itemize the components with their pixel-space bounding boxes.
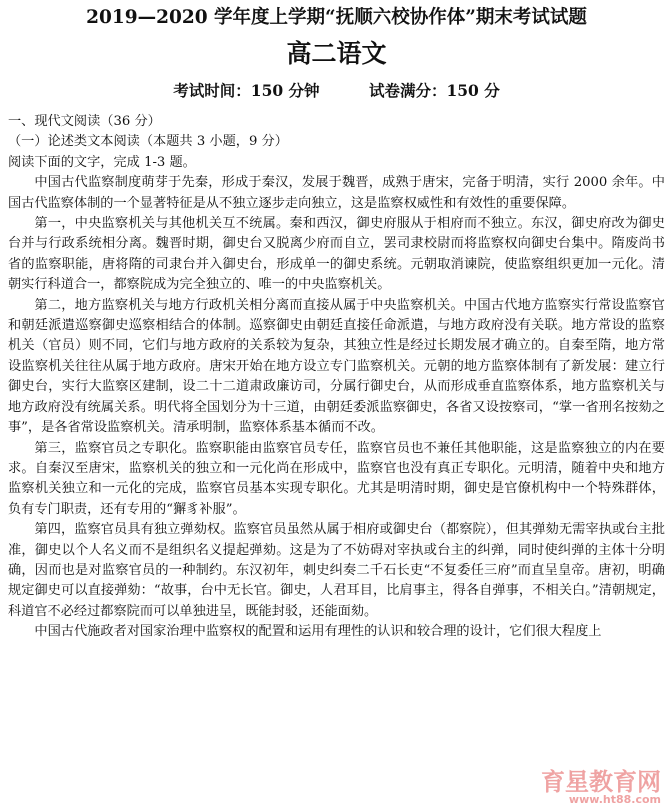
exam-title: 2019—2020 学年度上学期“抚顺六校协作体”期末考试试题 [86, 7, 587, 28]
paragraph-intro: 中国古代监察制度萌芽于先秦，形成于秦汉，发展于魏晋，成熟于唐宋，完备于明清，实行 2000 余年。中国古代监察体制的一个显著特征是从不独立逐步走向独立，这是监察权威性和有效性的重要保障。 [8, 175, 665, 211]
section-subheading: （一）论述类文本阅读（本题共 3 小题，9 分） [8, 134, 288, 150]
watermark-text: 育星教育网 [541, 768, 661, 796]
subject-title: 高二语文 [286, 39, 387, 68]
paragraph-conclusion: 中国古代施政者对国家治理中监察权的配置和运用有理性的认识和较合理的设计，它们很大程度上 [34, 624, 602, 640]
exam-meta [8, 78, 665, 104]
watermark-url: www.ht88.com [568, 793, 661, 806]
paragraph-third: 第三，监察官员之专职化。监察职能由监察官员专任，监察官员也不兼任其他职能，这是监察独立的内在要求。自秦汉至唐宋，监察机关的独立和一元化尚在形成中，监察官也没有真正专职化。元明清，随着中央和地方监察机关独立和一元化的完成，监察官员基本实现专职化。尤其是明清时期，御史是官僚机构中一个特殊群体，负有专门职责，还有专用的“獬豸补服”。 [8, 440, 665, 517]
paragraph-first: 第一，中央监察机关与其他机关互不统属。秦和西汉，御史府服从于相府而不独立。东汉，御史府改为御史台并与行政系统相分离。魏晋时期，御史台又脱离少府而自立，罢司隶校尉而将监察权向御史台集中。隋废尚书省的监察职能，唐将隋的司隶台并入御史台，形成单一的御史系统。元朝取消谏院，使监察组织更加一元化。清朝实行科道合一，都察院成为完全独立的、唯一的中央监察机关。 [8, 216, 665, 293]
full-score: 试卷满分：150 分 [368, 81, 500, 100]
watermark-logo [541, 770, 661, 806]
reading-section [8, 112, 665, 643]
reading-instruction: 阅读下面的文字，完成 1-3 题。 [8, 154, 196, 170]
paragraph-second: 第二，地方监察机关与地方行政机关相分离而直接从属于中央监察机关。中国古代地方监察实行常设监察官和朝廷派遣巡察御史巡察相结合的体制。巡察御史由朝廷直接任命派遣，与地方政府没有关联。地方常设的监察机关（官员）则不同，它们与地方政府的关系较为复杂，其独立性是经过长期发展才确立的。自秦至隋，地方常设监察机关往往从属于地方政府。唐宋开始在地方设立专门监察机关。元朝的地方监察体制有了新发展：建立行御史台，实行大监察区建制，设二十二道肃政廉访司，分属行御史台，从而形成垂直监察体系，地方监察机关与地方政府没有统属关系。明代将全国划分为十三道，由朝廷委派监察御史，各省又设按察司，“掌一省刑名按劾之事”，是各省常设监察机关。清承明制，监察体系基本循而不改。 [8, 297, 665, 436]
exam-time: 考试时间：150 分钟 [173, 81, 320, 100]
paragraph-fourth: 第四，监察官员具有独立弹劾权。监察官员虽然从属于相府或御史台（都察院），但其弹劾无需宰执或台主批准，御史以个人名义而不是组织名义提起弹劾。这是为了不妨碍对宰执或台主的纠弹，同时使纠弹的主体十分明确，因而也是对监察官员的一种制约。东汉初年，刺史纠奏二千石长吏“不复委任三府”而直呈皇帝。唐初，明确规定御史可以直接弹劾：“故事，台中无长官。御史，人君耳目，比肩事主，得各自弹事，不相关白。”清朝规定，科道官不必经过都察院而可以单独进呈，既能封驳，还能面劾。 [8, 522, 665, 619]
section-heading: 一、现代文阅读（36 分） [8, 114, 161, 129]
